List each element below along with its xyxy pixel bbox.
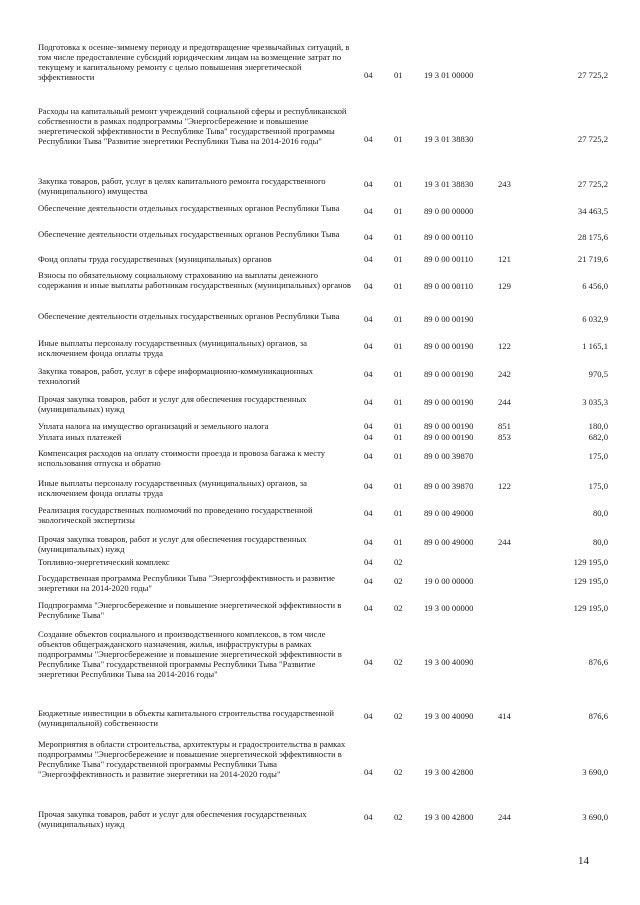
section-code: 04 bbox=[364, 537, 373, 547]
section-code: 04 bbox=[364, 254, 373, 264]
amount: 27 725,2 bbox=[577, 179, 608, 189]
target-article-code: 89 0 00 00190 bbox=[424, 314, 474, 324]
subsection-code: 01 bbox=[394, 451, 403, 461]
target-article-code: 89 0 00 00190 bbox=[424, 341, 474, 351]
target-article-code: 19 0 00 00000 bbox=[424, 576, 474, 586]
expense-type-code: 244 bbox=[498, 397, 511, 407]
row-description: Расходы на капитальный ремонт учреждений социальной сферы и республиканской собственности в рамках подпрограммы "Энергосбережение и повышение энергетической эффективности в Республике Тыва" государственной программы Республики Тыва "Развитие энергетики Республики Тыва на 2014-2016 годы" bbox=[38, 106, 347, 146]
target-article-code: 19 3 00 42800 bbox=[424, 767, 474, 777]
subsection-code: 01 bbox=[394, 341, 403, 351]
section-code: 04 bbox=[364, 576, 373, 586]
amount: 27 725,2 bbox=[577, 134, 608, 144]
amount: 876,6 bbox=[588, 711, 608, 721]
row-description: Прочая закупка товаров, работ и услуг для обеспечения государственных (муниципальных) нужд bbox=[38, 809, 307, 829]
subsection-code: 01 bbox=[394, 70, 403, 80]
expense-type-code: 242 bbox=[498, 369, 511, 379]
row-description: Компенсация расходов на оплату стоимости проезда и провоза багажа к месту использования отпуска и обратно bbox=[38, 448, 326, 468]
subsection-code: 01 bbox=[394, 432, 403, 442]
target-article-code: 89 0 00 00190 bbox=[424, 432, 474, 442]
subsection-code: 01 bbox=[394, 397, 403, 407]
section-code: 04 bbox=[364, 232, 373, 242]
section-code: 04 bbox=[364, 557, 373, 567]
target-article-code: 19 3 01 38830 bbox=[424, 179, 474, 189]
row-description: Реализация государственных полномочий по проведению государственной экологической экспертизы bbox=[38, 505, 313, 525]
row-description: Взносы по обязательному социальному страхованию на выплаты денежного содержания и иные выплаты работникам государственных (муниципальных) органов bbox=[38, 270, 351, 290]
row-description: Обеспечение деятельности отдельных государственных органов Республики Тыва bbox=[38, 229, 340, 239]
section-code: 04 bbox=[364, 451, 373, 461]
section-code: 04 bbox=[364, 397, 373, 407]
expense-type-code: 853 bbox=[498, 432, 511, 442]
amount: 34 463,5 bbox=[577, 206, 608, 216]
subsection-code: 01 bbox=[394, 254, 403, 264]
target-article-code: 89 0 00 39870 bbox=[424, 451, 474, 461]
amount: 682,0 bbox=[588, 432, 608, 442]
subsection-code: 02 bbox=[394, 767, 403, 777]
section-code: 04 bbox=[364, 369, 373, 379]
amount: 21 719,6 bbox=[577, 254, 608, 264]
subsection-code: 01 bbox=[394, 481, 403, 491]
expense-type-code: 122 bbox=[498, 341, 511, 351]
subsection-code: 01 bbox=[394, 537, 403, 547]
subsection-code: 02 bbox=[394, 657, 403, 667]
target-article-code: 89 0 00 00110 bbox=[424, 281, 474, 291]
subsection-code: 01 bbox=[394, 369, 403, 379]
row-description: Государственная программа Республики Тыва "Энергоэффективность и развитие энергетики на 2014-2020 годы" bbox=[38, 573, 335, 593]
subsection-code: 02 bbox=[394, 603, 403, 613]
row-description: Бюджетные инвестиции в объекты капитального строительства государственной (муниципальной) собственности bbox=[38, 708, 334, 728]
row-description: Закупка товаров, работ, услуг в сфере информационно-коммуникационных технологий bbox=[38, 366, 314, 386]
target-article-code: 89 0 00 39870 bbox=[424, 481, 474, 491]
row-description: Создание объектов социального и производственного комплексов, в том числе объектов общегражданского назначения, жилья, инфраструктуры в рамках подпрограммы "Энергосбережение и повышение энергетической эффективности в Республике Тыва" государственной программы Республики Тыва "Развитие энергетики Республики Тыва на 2014-2016 годы" bbox=[38, 629, 342, 679]
target-article-code: 89 0 00 00000 bbox=[424, 206, 474, 216]
expense-type-code: 243 bbox=[498, 179, 511, 189]
row-description: Фонд оплаты труда государственных (муниципальных) органов bbox=[38, 254, 272, 264]
section-code: 04 bbox=[364, 179, 373, 189]
target-article-code: 89 0 00 49000 bbox=[424, 508, 474, 518]
expense-type-code: 121 bbox=[498, 254, 511, 264]
subsection-code: 01 bbox=[394, 206, 403, 216]
row-description: Уплата налога на имущество организаций и земельного налога bbox=[38, 421, 269, 431]
row-description: Мероприятия в области строительства, архитектуры и градостроительства в рамках подпрограммы "Энергосбережение и повышение энергетической эффективности в Республике Тыва" государственной программы Республики Тыва "Энергоэффективность и развитие энергетики на 2014-2020 годы" bbox=[38, 739, 346, 779]
target-article-code: 89 0 00 00190 bbox=[424, 421, 474, 431]
amount: 175,0 bbox=[588, 481, 608, 491]
amount: 3 690,0 bbox=[582, 767, 608, 777]
section-code: 04 bbox=[364, 481, 373, 491]
subsection-code: 01 bbox=[394, 281, 403, 291]
target-article-code: 19 3 01 38830 bbox=[424, 134, 474, 144]
section-code: 04 bbox=[364, 432, 373, 442]
section-code: 04 bbox=[364, 421, 373, 431]
subsection-code: 02 bbox=[394, 557, 403, 567]
expense-type-code: 244 bbox=[498, 812, 511, 822]
amount: 970,5 bbox=[588, 369, 608, 379]
expense-type-code: 851 bbox=[498, 421, 511, 431]
section-code: 04 bbox=[364, 767, 373, 777]
section-code: 04 bbox=[364, 657, 373, 667]
amount: 3 035,3 bbox=[582, 397, 608, 407]
section-code: 04 bbox=[364, 711, 373, 721]
row-description: Уплата иных платежей bbox=[38, 432, 122, 442]
section-code: 04 bbox=[364, 281, 373, 291]
amount: 129 195,0 bbox=[573, 576, 608, 586]
row-description: Иные выплаты персоналу государственных (муниципальных) органов, за исключением фонда оплаты труда bbox=[38, 478, 307, 498]
amount: 6 032,9 bbox=[582, 314, 608, 324]
amount: 27 725,2 bbox=[577, 70, 608, 80]
section-code: 04 bbox=[364, 206, 373, 216]
amount: 28 175,6 bbox=[577, 232, 608, 242]
subsection-code: 02 bbox=[394, 711, 403, 721]
expense-type-code: 122 bbox=[498, 481, 511, 491]
amount: 180,0 bbox=[588, 421, 608, 431]
target-article-code: 89 0 00 00190 bbox=[424, 397, 474, 407]
expense-type-code: 244 bbox=[498, 537, 511, 547]
expense-type-code: 414 bbox=[498, 711, 511, 721]
amount: 129 195,0 bbox=[573, 557, 608, 567]
subsection-code: 01 bbox=[394, 134, 403, 144]
row-description: Обеспечение деятельности отдельных государственных органов Республики Тыва bbox=[38, 311, 340, 321]
target-article-code: 89 0 00 00110 bbox=[424, 254, 474, 264]
subsection-code: 01 bbox=[394, 508, 403, 518]
amount: 3 690,0 bbox=[582, 812, 608, 822]
amount: 80,0 bbox=[592, 537, 608, 547]
row-description: Прочая закупка товаров, работ и услуг для обеспечения государственных (муниципальных) нужд bbox=[38, 534, 307, 554]
target-article-code: 89 0 00 00110 bbox=[424, 232, 474, 242]
subsection-code: 01 bbox=[394, 232, 403, 242]
section-code: 04 bbox=[364, 603, 373, 613]
section-code: 04 bbox=[364, 134, 373, 144]
target-article-code: 89 0 00 00190 bbox=[424, 369, 474, 379]
subsection-code: 01 bbox=[394, 421, 403, 431]
page-number: 14 bbox=[578, 855, 589, 867]
target-article-code: 19 3 00 40090 bbox=[424, 711, 474, 721]
section-code: 04 bbox=[364, 508, 373, 518]
target-article-code: 19 3 00 40090 bbox=[424, 657, 474, 667]
row-description: Обеспечение деятельности отдельных государственных органов Республики Тыва bbox=[38, 203, 340, 213]
subsection-code: 01 bbox=[394, 314, 403, 324]
amount: 1 165,1 bbox=[582, 341, 608, 351]
subsection-code: 01 bbox=[394, 179, 403, 189]
target-article-code: 19 3 00 00000 bbox=[424, 603, 474, 613]
amount: 129 195,0 bbox=[573, 603, 608, 613]
expense-type-code: 129 bbox=[498, 281, 511, 291]
row-description: Подготовка к осенне-зимнему периоду и предотвращение чрезвычайных ситуаций, в том числе предоставление субсидий юридическим лицам на возмещение затрат по текущему и капитальному ремонту с целью повышения энергетической эффективности bbox=[38, 42, 350, 82]
subsection-code: 02 bbox=[394, 576, 403, 586]
row-description: Иные выплаты персоналу государственных (муниципальных) органов, за исключением фонда оплаты труда bbox=[38, 338, 307, 358]
subsection-code: 02 bbox=[394, 812, 403, 822]
section-code: 04 bbox=[364, 70, 373, 80]
target-article-code: 19 3 00 42800 bbox=[424, 812, 474, 822]
row-description: Прочая закупка товаров, работ и услуг для обеспечения государственных (муниципальных) нужд bbox=[38, 394, 307, 414]
amount: 876,6 bbox=[588, 657, 608, 667]
row-description: Закупка товаров, работ, услуг в целях капитального ремонта государственного (муниципального) имущества bbox=[38, 176, 326, 196]
section-code: 04 bbox=[364, 812, 373, 822]
amount: 6 456,0 bbox=[582, 281, 608, 291]
target-article-code: 19 3 01 00000 bbox=[424, 70, 474, 80]
amount: 80,0 bbox=[592, 508, 608, 518]
row-description: Подпрограмма "Энергосбережение и повышение энергетической эффективности в Республике Тыва" bbox=[38, 600, 342, 620]
amount: 175,0 bbox=[588, 451, 608, 461]
target-article-code: 89 0 00 49000 bbox=[424, 537, 474, 547]
row-description: Топливно-энергетический комплекс bbox=[38, 557, 170, 567]
section-code: 04 bbox=[364, 314, 373, 324]
section-code: 04 bbox=[364, 341, 373, 351]
